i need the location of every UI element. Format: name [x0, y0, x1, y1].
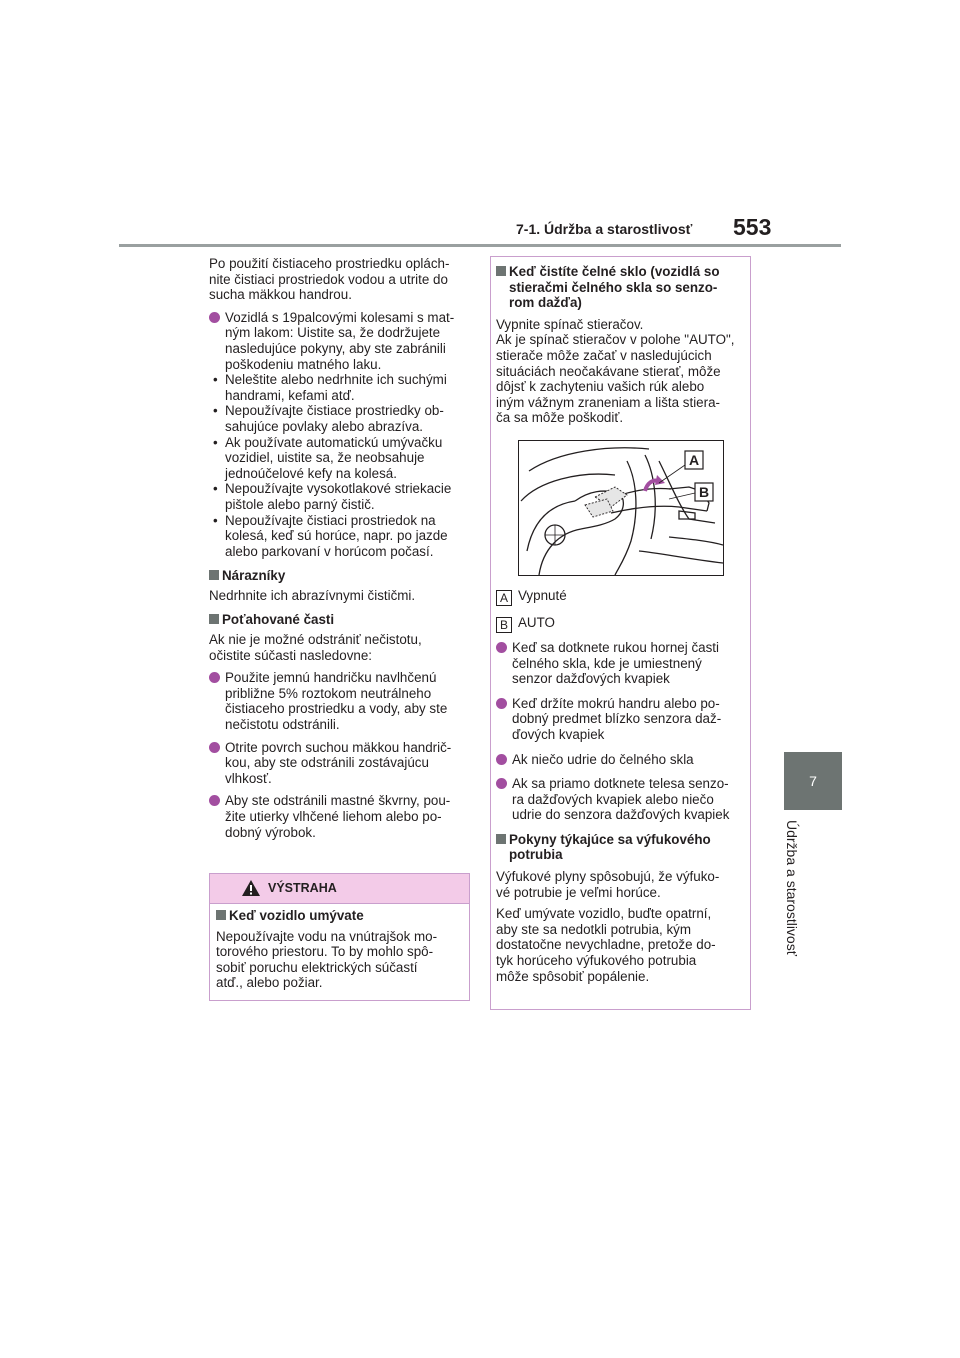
wiper-switch-illustration	[518, 440, 724, 576]
chapter-tab	[784, 752, 842, 810]
warning-triangle-icon	[241, 879, 261, 897]
bullet-cloth: Použite jemnú handričku navlhčenú približne 5% roztokom neutrálneho čistiaceho prostriedku a vody, aby ste nečistotu odstránili.	[209, 670, 471, 732]
steering-wheel-illustration	[519, 441, 723, 575]
header-rule	[119, 244, 841, 247]
chapter-label: Údržba a starostlivosť	[784, 820, 800, 956]
bullet-icon	[496, 754, 507, 765]
right-column	[496, 264, 748, 984]
page-number: 553	[733, 214, 772, 240]
bullet-grease: Aby ste odstránili mastné škvrny, pou- žite utierky vlhčené liehom alebo po- dobný výrobok.	[209, 793, 471, 840]
square-icon	[216, 910, 226, 920]
bullet-hit-glass: Ak niečo udrie do čelného skla	[496, 752, 748, 768]
bullet-wet-cloth: Keď držíte mokrú handru alebo po- dobný predmet blízko senzora daž- ďových kvapiek	[496, 696, 748, 743]
dash-item: • Nepoužívajte čistiace prostriedky ob- sahujúce povlaky alebo abrazíva.	[213, 403, 444, 434]
bullet-touch-glass: Keď sa dotknete rukou hornej časti čelného skla, kde je umiestnený senzor dažďových kvapiek	[496, 640, 748, 687]
exhaust-text-1: Výfukové plyny spôsobujú, že výfuko- vé potrubie je veľmi horúce.	[496, 869, 720, 900]
square-icon	[496, 834, 506, 844]
dash-item: • Nepoužívajte čistiaci prostriedok na kolesá, keď sú horúce, napr. po jazde alebo parkovaní v horúcom počasí.	[213, 512, 448, 559]
legend-a: A Vypnuté	[496, 588, 748, 606]
warning-text: Nepoužívajte vodu na vnútrajšok mo- torového priestoru. To by mohlo spô- sobiť poruchu elektrických súčastí atď., alebo požiar.	[216, 928, 438, 991]
bullet-sensor: Ak sa priamo dotknete telesa senzo- ra dažďových kvapiek alebo niečo udrie do senzora dažďových kvapiek	[496, 776, 748, 823]
bullet-matte-wheels: Vozidlá s 19palcovými kolesami s mat- ným lakom: Uistite sa, že dodržujete nasledujúce pokyny, aby ste zabránili poškodeniu matného laku.	[209, 310, 471, 372]
svg-text:B: B	[698, 484, 710, 500]
warning-header	[210, 874, 469, 904]
dash-item: • Nepoužívajte vysokotlakové striekacie pištole alebo parný čistič.	[213, 481, 452, 512]
warning-title: VÝSTRAHA	[268, 881, 337, 895]
bullet-icon	[209, 312, 220, 323]
dash-list	[209, 372, 471, 559]
upholstery-text: Ak nie je možné odstrániť nečistotu, očistite súčasti nasledovne:	[209, 632, 422, 663]
bullet-icon	[496, 642, 507, 653]
dash-item: • Neleštite alebo nedrhnite ich suchými handrami, kefami atď.	[213, 372, 447, 403]
dash-item: • Ak používate automatickú umývačku vozidiel, uistite sa, že neobsahuje jednoúčelové kefy na kolesá.	[213, 434, 443, 481]
warning-heading: Keď vozidlo umývate	[216, 908, 463, 924]
square-icon	[496, 266, 506, 276]
bullet-icon	[496, 698, 507, 709]
bullet-icon	[209, 672, 220, 683]
heading-bumpers: Nárazníky	[209, 568, 471, 584]
warning-box	[209, 873, 470, 1001]
chapter-number: 7	[809, 773, 817, 789]
bullet-icon	[209, 742, 220, 753]
bullet-dry: Otrite povrch suchou mäkkou handrič- kou, aby ste odstránili zostávajúcu vlhkosť.	[209, 740, 471, 787]
left-column	[209, 256, 471, 840]
bullet-icon	[209, 795, 220, 806]
section-title: 7-1. Údržba a starostlivosť	[516, 221, 693, 237]
windshield-text: Vypnite spínač stieračov. Ak je spínač stieračov v polohe "AUTO", stierače môže začať v nasledujúcich situáciách neočakávane stierať, môže dôjsť k zachyteniu vašich rúk alebo iným vážnym zraneniam a lišta stiera- ča sa môže poškodiť.	[496, 316, 735, 426]
square-icon	[209, 570, 219, 580]
heading-windshield: Keď čistíte čelné sklo (vozidlá so stieračmi čelného skla so senzo- rom dažďa)	[496, 264, 748, 311]
svg-text:A: A	[688, 452, 700, 468]
heading-upholstery: Poťahované časti	[209, 612, 471, 628]
heading-exhaust: Pokyny týkajúce sa výfukového potrubia	[496, 832, 748, 863]
intro-paragraph: Po použití čistiaceho prostriedku oplách- nite čistiaci prostriedok vodou a utrite do sucha mäkkou handrou.	[209, 256, 450, 303]
square-icon	[209, 614, 219, 624]
legend-b: B AUTO	[496, 615, 748, 633]
exhaust-text-2: Keď umývate vozidlo, buďte opatrní, aby ste sa nedotkli potrubia, kým dostatočne nevychladne, pretože do- tyk horúceho výfukového potrubia môže spôsobiť popálenie.	[496, 906, 716, 984]
bullet-icon	[496, 778, 507, 789]
bumpers-text: Nedrhnite ich abrazívnymi čističmi.	[209, 587, 416, 603]
